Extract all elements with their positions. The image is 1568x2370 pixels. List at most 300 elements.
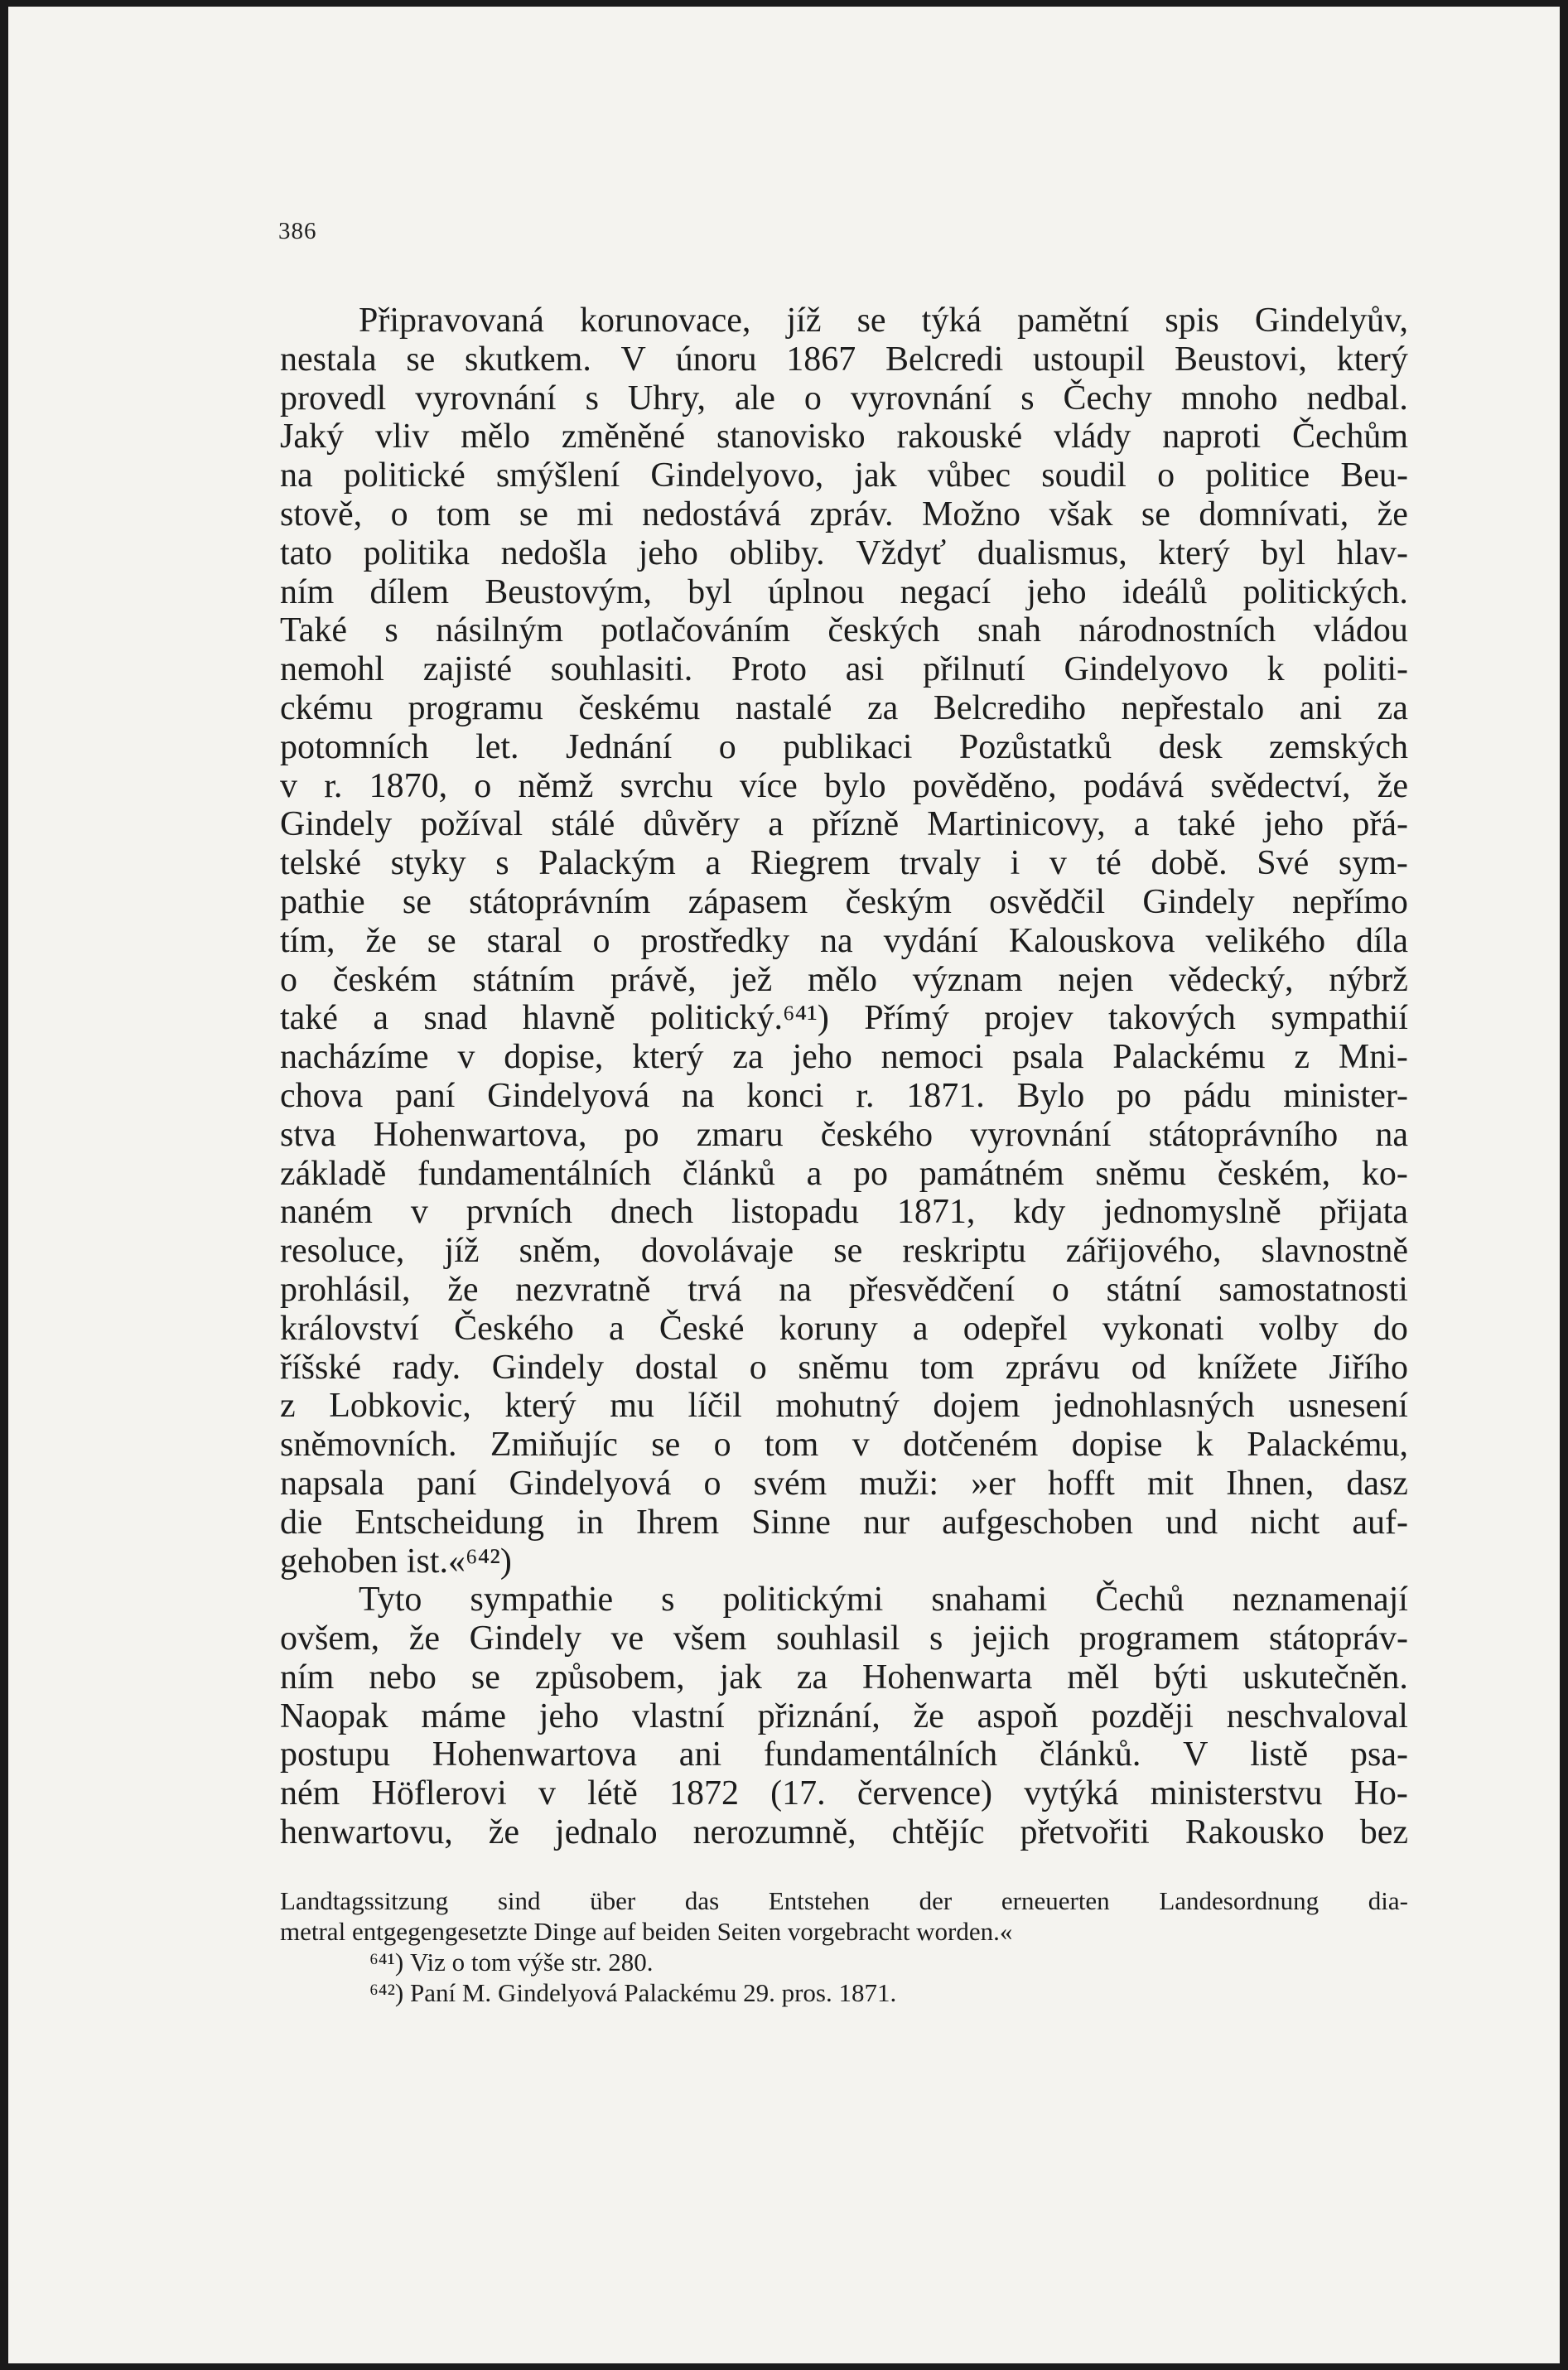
word: vůbec bbox=[927, 456, 1011, 495]
word: resoluce, bbox=[280, 1232, 405, 1271]
word: způsobem, bbox=[534, 1658, 685, 1697]
word: neznamenají bbox=[1232, 1581, 1408, 1619]
word: sněmu bbox=[1095, 1154, 1186, 1193]
word: k bbox=[1266, 650, 1285, 689]
word: die bbox=[280, 1503, 323, 1542]
word: svém bbox=[753, 1464, 827, 1503]
word-space bbox=[736, 1977, 743, 2008]
word: v bbox=[410, 1193, 428, 1232]
word: auf bbox=[602, 1917, 636, 1946]
word: právě, bbox=[610, 960, 697, 999]
word: ideálů bbox=[1122, 572, 1208, 611]
word: ním bbox=[280, 572, 335, 611]
word: trvaly bbox=[900, 844, 981, 883]
word: Jiřího bbox=[1329, 1348, 1408, 1387]
word: entgegengesetzte bbox=[351, 1917, 528, 1946]
word: rady. bbox=[392, 1348, 461, 1387]
word: s bbox=[495, 844, 509, 883]
word: asi bbox=[845, 650, 885, 689]
word: smýšlení bbox=[495, 456, 620, 495]
word: mnoho bbox=[1180, 379, 1278, 418]
word: vliv bbox=[374, 418, 430, 456]
word: k bbox=[1195, 1426, 1213, 1465]
word: sněmu bbox=[798, 1348, 890, 1387]
word: Martinicovy, bbox=[927, 805, 1106, 844]
word: vlády bbox=[1054, 418, 1131, 456]
word: ist.«⁶⁴²) bbox=[406, 1542, 512, 1581]
footnote-line bbox=[280, 1947, 1408, 1977]
word: ném bbox=[280, 1774, 340, 1813]
word: zpráv. bbox=[809, 495, 894, 533]
word: sněmovních. bbox=[280, 1426, 457, 1465]
body-line bbox=[280, 534, 1408, 573]
word: českém bbox=[332, 960, 437, 999]
body-line bbox=[280, 1232, 1408, 1271]
word-space bbox=[781, 1916, 788, 1947]
word: »er bbox=[971, 1464, 1016, 1503]
word: nedbal. bbox=[1306, 379, 1408, 418]
word: nicht bbox=[1250, 1503, 1320, 1542]
word: nur bbox=[863, 1503, 910, 1542]
word: bez bbox=[1359, 1813, 1408, 1852]
word: reskriptu bbox=[902, 1232, 1026, 1271]
word: spis bbox=[1165, 302, 1219, 340]
word-space bbox=[636, 1916, 643, 1947]
word: důvěry bbox=[643, 805, 741, 844]
word: býti bbox=[1154, 1658, 1209, 1697]
word: M. bbox=[461, 1978, 492, 2007]
body-line bbox=[280, 611, 1408, 650]
word: změněné bbox=[561, 418, 686, 456]
footnote-line bbox=[280, 1977, 1408, 2008]
word: Gindelyová bbox=[509, 1464, 672, 1503]
word: takových bbox=[1107, 999, 1236, 1038]
word: Hohenwarta bbox=[862, 1658, 1033, 1697]
word: tato bbox=[280, 533, 332, 572]
word: velikého bbox=[1205, 921, 1326, 960]
word: zápasem bbox=[688, 882, 808, 921]
word: se bbox=[856, 302, 886, 340]
word: Také bbox=[280, 611, 348, 650]
word: Beustovi, bbox=[1175, 340, 1307, 379]
word: Bylo bbox=[1016, 1076, 1085, 1115]
word: o bbox=[1157, 456, 1175, 495]
word: že bbox=[1377, 766, 1408, 805]
word: 1870, bbox=[369, 766, 448, 805]
body-line bbox=[280, 1038, 1408, 1077]
word: byl bbox=[688, 572, 732, 611]
word: nestala bbox=[280, 340, 377, 379]
word: pádu bbox=[1183, 1076, 1252, 1115]
word: Možno bbox=[922, 495, 1021, 533]
word: jíž bbox=[444, 1232, 480, 1271]
word: desk bbox=[1158, 727, 1223, 766]
word: hlav- bbox=[1336, 533, 1408, 572]
word: (17. bbox=[770, 1774, 826, 1813]
word: nepřestalo bbox=[1121, 688, 1265, 727]
word: mohutný bbox=[775, 1387, 900, 1426]
word: Dinge bbox=[533, 1917, 597, 1946]
word: politický.⁶⁴¹) bbox=[650, 999, 829, 1038]
word: konci bbox=[746, 1076, 824, 1115]
word: politi- bbox=[1323, 650, 1408, 689]
word: Gindely bbox=[1142, 882, 1255, 921]
word: význam bbox=[912, 960, 1023, 999]
word: dopise, bbox=[504, 1038, 604, 1077]
word: na bbox=[1375, 1115, 1408, 1154]
word: dojem bbox=[933, 1387, 1020, 1426]
word-space bbox=[602, 1947, 609, 1977]
word: soudil bbox=[1041, 456, 1127, 495]
word: souhlasiti. bbox=[550, 650, 693, 689]
word: neschvaloval bbox=[1226, 1697, 1408, 1735]
word: všem bbox=[673, 1619, 747, 1658]
word: 1867 bbox=[786, 340, 856, 379]
word: listě bbox=[1250, 1735, 1309, 1774]
word: však bbox=[1049, 495, 1113, 533]
word: odepřel bbox=[963, 1309, 1068, 1348]
body-line bbox=[280, 302, 1408, 340]
word: ani bbox=[1299, 688, 1343, 727]
word: Landesordnung bbox=[1159, 1886, 1320, 1915]
word: sněm, bbox=[519, 1232, 601, 1271]
word: Lobkovic, bbox=[329, 1387, 471, 1426]
word: na bbox=[779, 1270, 812, 1309]
word: Gindelyová bbox=[487, 1076, 650, 1115]
word: státoprávního bbox=[1148, 1115, 1339, 1154]
word: Rakousko bbox=[1184, 1813, 1324, 1852]
word: České bbox=[659, 1309, 745, 1348]
word: tom bbox=[765, 1426, 819, 1465]
word: Belcrediho bbox=[933, 688, 1087, 727]
word: slavnostně bbox=[1261, 1232, 1408, 1271]
body-line bbox=[280, 728, 1408, 767]
word: ani bbox=[678, 1735, 722, 1774]
word: stově, bbox=[280, 495, 363, 533]
word: publikaci bbox=[783, 727, 913, 766]
word: Čechy bbox=[1063, 379, 1152, 418]
word: národnostních bbox=[1078, 611, 1276, 650]
word: Gindelyův, bbox=[1254, 302, 1408, 340]
word: skutkem. bbox=[465, 340, 591, 379]
word: tom bbox=[470, 1948, 512, 1977]
body-line bbox=[280, 883, 1408, 922]
word-space bbox=[618, 1977, 625, 2008]
word: Paní bbox=[409, 1978, 456, 2007]
word: jíž bbox=[786, 302, 822, 340]
word: zprávu bbox=[1005, 1348, 1101, 1387]
body-line bbox=[280, 922, 1408, 961]
word: Uhry, bbox=[627, 379, 706, 418]
word: gehoben bbox=[280, 1542, 398, 1581]
word: psa- bbox=[1349, 1735, 1408, 1774]
word: se bbox=[427, 921, 456, 960]
word: po bbox=[1117, 1076, 1152, 1115]
word: 29. bbox=[743, 1978, 775, 2007]
body-line bbox=[280, 1619, 1408, 1658]
word: zajisté bbox=[422, 650, 512, 689]
word: se bbox=[406, 340, 436, 379]
word: politice bbox=[1205, 456, 1310, 495]
word: Čechům bbox=[1292, 418, 1408, 456]
word: nemohl bbox=[280, 650, 384, 689]
word: základě bbox=[280, 1154, 387, 1193]
word: auf- bbox=[1352, 1503, 1408, 1542]
word: úplnou bbox=[767, 572, 865, 611]
word: vyrovnání bbox=[415, 379, 557, 418]
word: aspoň bbox=[977, 1697, 1059, 1735]
word: bylo bbox=[823, 766, 886, 805]
word: se bbox=[402, 882, 432, 921]
word: osvědčil bbox=[989, 882, 1106, 921]
word: str. bbox=[571, 1948, 602, 1977]
word: Vždyť bbox=[856, 533, 947, 572]
body-line bbox=[280, 689, 1408, 728]
word: v bbox=[280, 766, 297, 805]
page-number: 386 bbox=[278, 218, 317, 244]
word: Proto bbox=[731, 650, 807, 689]
footnote-line bbox=[280, 1885, 1408, 1916]
word: sym- bbox=[1338, 844, 1408, 883]
word: domnívati, bbox=[1199, 495, 1349, 533]
word: programem bbox=[1078, 1619, 1240, 1658]
word: nerozumně, bbox=[692, 1813, 856, 1852]
body-line bbox=[280, 767, 1408, 806]
word: potlačováním bbox=[601, 611, 791, 650]
word: podává bbox=[1083, 766, 1184, 805]
word: 1871, bbox=[896, 1193, 976, 1232]
word: Gindelyovo bbox=[1064, 650, 1228, 689]
word: prohlásil, bbox=[280, 1270, 411, 1309]
word: jeho bbox=[638, 533, 698, 572]
word: r. bbox=[856, 1076, 875, 1115]
word: mu bbox=[610, 1387, 654, 1426]
word: a bbox=[912, 1309, 929, 1348]
word: politika bbox=[363, 533, 470, 572]
word: metral bbox=[280, 1917, 346, 1946]
word: kdy bbox=[1013, 1193, 1066, 1232]
word: politických. bbox=[1242, 572, 1408, 611]
word: jeho bbox=[1026, 572, 1087, 611]
word: sind bbox=[497, 1886, 541, 1915]
word: dia- bbox=[1368, 1886, 1408, 1915]
word: mělo bbox=[461, 418, 531, 456]
word: Sinne bbox=[751, 1503, 831, 1542]
word: prvních bbox=[466, 1193, 572, 1232]
word: za bbox=[732, 1038, 764, 1077]
word: pamětní bbox=[1017, 302, 1130, 340]
word: ním bbox=[280, 1658, 335, 1697]
word: Gindely bbox=[491, 1348, 605, 1387]
word: nedostává bbox=[642, 495, 782, 533]
word: o bbox=[713, 1426, 731, 1465]
word: naném bbox=[280, 1193, 373, 1232]
word: listopadu bbox=[731, 1193, 860, 1232]
word: muži: bbox=[859, 1464, 939, 1503]
word: svrchu bbox=[620, 766, 713, 805]
word: vydání bbox=[883, 921, 978, 960]
word: naproti bbox=[1162, 418, 1262, 456]
word: nejen bbox=[1058, 960, 1134, 999]
body-line bbox=[280, 1387, 1408, 1426]
body-line bbox=[280, 1581, 1408, 1619]
word: vlastní bbox=[631, 1697, 725, 1735]
word: let. bbox=[475, 727, 519, 766]
word: byl bbox=[1261, 533, 1306, 572]
word: vědecký, bbox=[1169, 960, 1294, 999]
word: v bbox=[457, 1038, 475, 1077]
word: mit bbox=[1146, 1464, 1194, 1503]
word: dasz bbox=[1346, 1464, 1408, 1503]
word: pověděno, bbox=[912, 766, 1057, 805]
body-line bbox=[280, 1271, 1408, 1310]
word: z bbox=[1294, 1038, 1310, 1077]
word: státoprávním bbox=[469, 882, 651, 921]
word: chtějíc bbox=[891, 1813, 985, 1852]
word: Gindely bbox=[469, 1619, 581, 1658]
word: sympathií bbox=[1271, 999, 1408, 1038]
word: worden.« bbox=[916, 1917, 1013, 1946]
word: mělo bbox=[808, 960, 878, 999]
word: V bbox=[620, 340, 646, 379]
footnote-line bbox=[280, 1916, 1408, 1947]
word: dostal bbox=[634, 1348, 719, 1387]
word: dopise bbox=[1071, 1426, 1163, 1465]
word: s bbox=[384, 611, 398, 650]
word: fundamentálních bbox=[417, 1154, 652, 1193]
body-line bbox=[280, 1349, 1408, 1388]
word: o bbox=[1051, 1270, 1069, 1309]
word-space bbox=[711, 1916, 717, 1947]
word: chova bbox=[280, 1076, 364, 1115]
word-space bbox=[345, 1916, 352, 1947]
word: té bbox=[1096, 844, 1122, 883]
word: nýbrž bbox=[1329, 960, 1408, 999]
word: Naopak bbox=[280, 1697, 388, 1735]
word: v bbox=[1049, 844, 1067, 883]
word: henwartovu, bbox=[280, 1813, 453, 1852]
word: a bbox=[1133, 805, 1150, 844]
word: Palackému bbox=[624, 1978, 737, 2007]
word: jak bbox=[719, 1658, 762, 1697]
word: V bbox=[1183, 1735, 1209, 1774]
word: dílem bbox=[369, 572, 450, 611]
word: o bbox=[703, 1464, 721, 1503]
word: Připravovaná bbox=[359, 302, 544, 340]
word: Zmiňujíc bbox=[490, 1426, 618, 1465]
word: přesvědčení bbox=[848, 1270, 1016, 1309]
body-line bbox=[280, 1774, 1408, 1813]
word: státním bbox=[472, 960, 576, 999]
body-line bbox=[280, 1465, 1408, 1504]
word: sympathie bbox=[470, 1581, 614, 1619]
word: s bbox=[661, 1581, 675, 1619]
body-line bbox=[280, 1116, 1408, 1155]
word: na bbox=[820, 921, 853, 960]
word: stanovisko bbox=[716, 418, 866, 456]
word: líčil bbox=[688, 1387, 742, 1426]
word: se bbox=[519, 495, 548, 533]
word: volby bbox=[1259, 1309, 1339, 1348]
word: také bbox=[1177, 805, 1236, 844]
word: požíval bbox=[420, 805, 523, 844]
word: přá- bbox=[1352, 805, 1408, 844]
word: Přímý bbox=[864, 999, 949, 1038]
word: že bbox=[913, 1697, 944, 1735]
word-space bbox=[909, 1916, 916, 1947]
body-line bbox=[280, 495, 1408, 534]
word: více bbox=[739, 766, 798, 805]
body-line bbox=[280, 418, 1408, 456]
word: vytýká bbox=[1024, 1774, 1119, 1813]
word: snad bbox=[423, 999, 488, 1038]
word: Seiten bbox=[716, 1917, 782, 1946]
word: z bbox=[280, 1387, 296, 1426]
word: říšské bbox=[280, 1348, 361, 1387]
word: o bbox=[718, 727, 736, 766]
word: létě bbox=[587, 1774, 638, 1813]
word: který bbox=[504, 1387, 577, 1426]
body-line bbox=[280, 999, 1408, 1038]
body-line bbox=[280, 1155, 1408, 1194]
word: a bbox=[609, 1309, 625, 1348]
word: zářijového, bbox=[1065, 1232, 1222, 1271]
word: článků bbox=[682, 1154, 775, 1193]
word: státní bbox=[1106, 1270, 1182, 1309]
body-line bbox=[280, 844, 1408, 883]
word: psala bbox=[1012, 1038, 1084, 1077]
word: prostředky bbox=[640, 921, 790, 960]
word: přijata bbox=[1319, 1193, 1408, 1232]
word: ovšem, bbox=[280, 1619, 380, 1658]
word: Belcredi bbox=[885, 340, 1004, 379]
word-space bbox=[511, 1947, 518, 1977]
word: erneuerten bbox=[1001, 1886, 1110, 1915]
word: der bbox=[919, 1886, 953, 1915]
word: Hohenwartova bbox=[432, 1735, 638, 1774]
word: Palackému bbox=[1112, 1038, 1266, 1077]
word: Jaký bbox=[280, 418, 344, 456]
word: po bbox=[852, 1154, 888, 1193]
word: vládou bbox=[1313, 611, 1408, 650]
word: Gindelyová bbox=[497, 1978, 618, 2007]
word: stva bbox=[280, 1115, 336, 1154]
word: o bbox=[390, 495, 408, 533]
word: Českého bbox=[454, 1309, 574, 1348]
word: über bbox=[590, 1886, 636, 1915]
word: a bbox=[806, 1154, 823, 1193]
word: nepřímo bbox=[1291, 882, 1408, 921]
word: článků. bbox=[1039, 1735, 1141, 1774]
word-space bbox=[775, 1977, 782, 2008]
word: července) bbox=[856, 1774, 993, 1813]
word: pros. bbox=[781, 1978, 832, 2007]
word: s bbox=[929, 1619, 943, 1658]
word: Hohenwartova, bbox=[373, 1115, 587, 1154]
word: tom bbox=[437, 495, 491, 533]
body-line bbox=[280, 1077, 1408, 1116]
word: jeho bbox=[1263, 805, 1324, 844]
word: Ihnen, bbox=[1226, 1464, 1315, 1503]
word: o bbox=[451, 1948, 466, 1977]
word: o bbox=[749, 1348, 767, 1387]
word: ale bbox=[734, 379, 775, 418]
body-line bbox=[280, 379, 1408, 418]
word: že bbox=[1377, 495, 1408, 533]
word: českém, bbox=[1217, 1154, 1331, 1193]
word: vyrovnání bbox=[970, 1115, 1112, 1154]
word: se bbox=[1141, 495, 1170, 533]
